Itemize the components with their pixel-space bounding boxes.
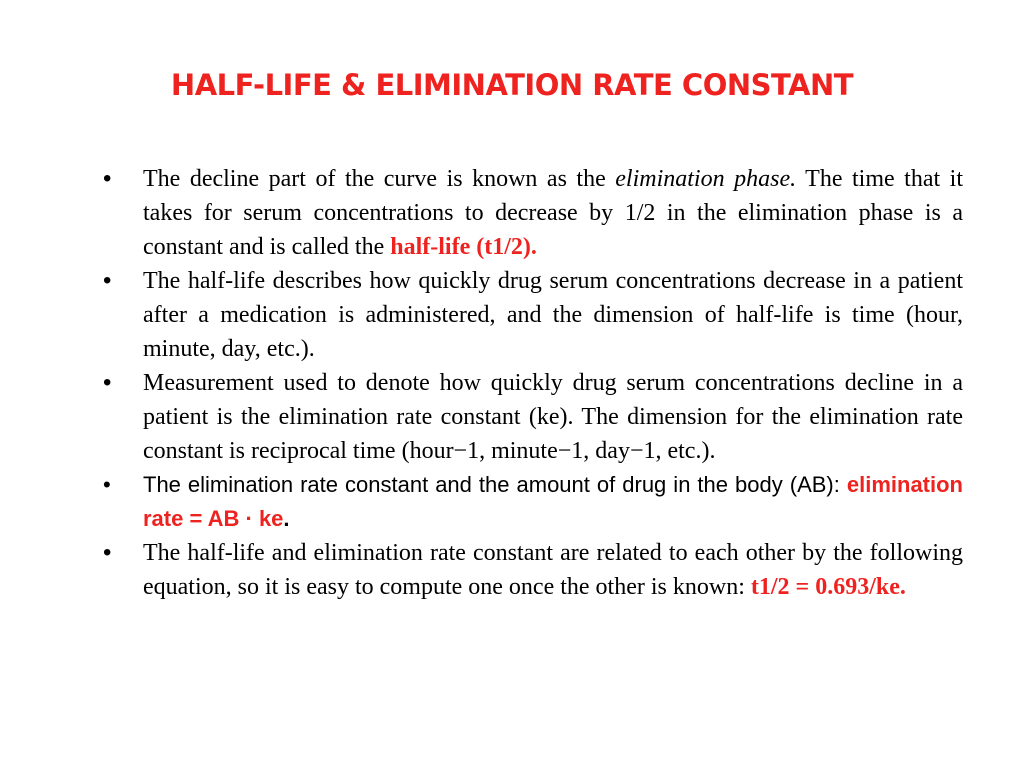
slide-title: HALF-LIFE & ELIMINATION RATE CONSTANT: [170, 68, 854, 102]
bullet-icon: •: [103, 165, 112, 192]
bullet-text: .: [283, 506, 290, 531]
bullet-item-equation: [103, 536, 963, 604]
bullet-text: The half-life and elimination rate constant are related to each other by the following equation, so it is easy to compute one once the other is known:: [143, 540, 963, 600]
bullet-item-elimination-rate: [103, 468, 963, 536]
bullet-highlight: t1/2 = 0.693/ke.: [750, 574, 906, 600]
bullet-item-elimination-phase: [103, 162, 963, 264]
bullet-text: The half-life describes how quickly drug serum concentrations decrease in a patient after a medication is administered, and the dimension of half-life is time (hour, minute, day, etc.).: [143, 268, 963, 362]
bullet-italic-term: elimination phase.: [615, 166, 797, 192]
bullet-text: Measurement used to denote how quickly drug serum concentrations decline in a patient is the elimination rate constant (ke). The dimension for the elimination rate constant is reciprocal time (hour−1, minute−1, day−1, etc.).: [143, 370, 963, 464]
bullet-text: The elimination rate constant and the amount of drug in the body (AB):: [143, 472, 847, 497]
bullet-icon: •: [103, 539, 112, 566]
bullet-text: The time that it takes for serum concentrations to decrease by 1/2 in the elimination phase is a constant and is called the: [143, 166, 963, 260]
bullet-highlight: half-life (t1/2).: [390, 234, 537, 260]
bullet-text: The decline part of the curve is known as the: [143, 166, 616, 192]
bullet-icon: •: [103, 472, 111, 497]
bullet-icon: •: [103, 267, 112, 294]
bullet-item-half-life: [103, 264, 963, 366]
bullet-list: [103, 162, 963, 604]
bullet-highlight: elimination rate = AB · ke: [143, 472, 963, 531]
bullet-icon: •: [103, 369, 112, 396]
bullet-item-rate-constant: [103, 366, 963, 468]
